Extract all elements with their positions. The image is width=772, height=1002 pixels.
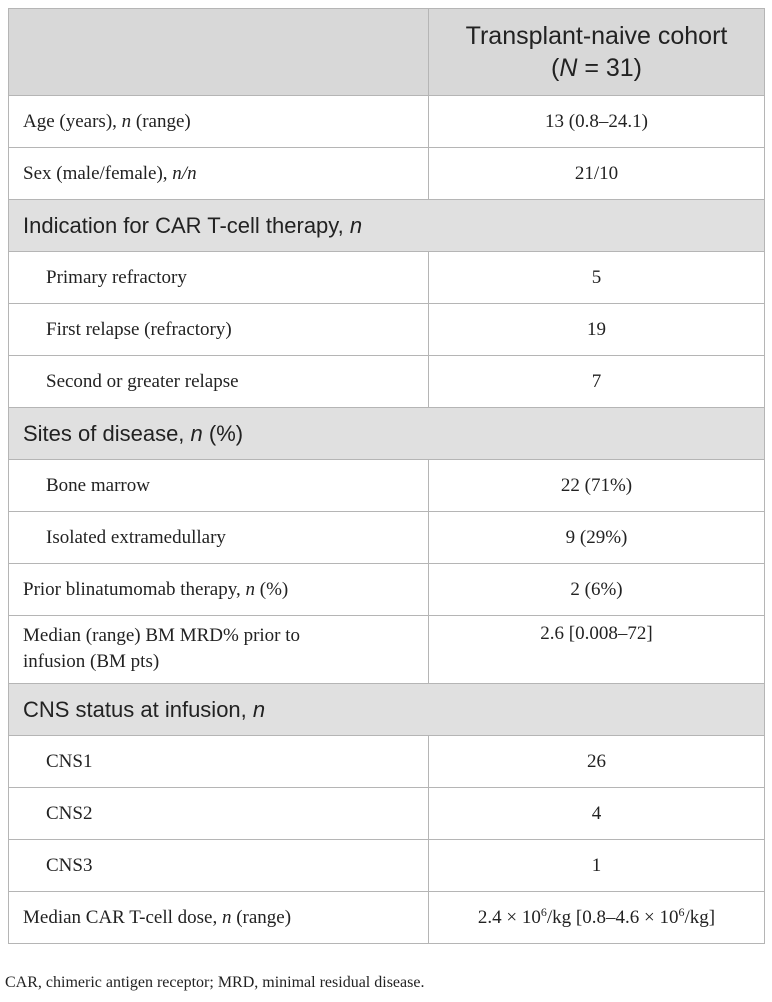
- table-container: [8, 8, 764, 944]
- section-header-sites: [9, 408, 765, 460]
- row-label: Isolated extramedullary: [9, 512, 429, 564]
- table-row-dose: [9, 892, 765, 944]
- section-header-indication: [9, 200, 765, 252]
- table-row-sex: [9, 148, 765, 200]
- row-value: 5: [429, 252, 765, 304]
- row-value: $2.4 \times 10^6/kg$ $[0.8-4.6 \times 10^6/kg]$: [429, 892, 765, 944]
- table-row-cns2: [9, 788, 765, 840]
- row-value: 7: [429, 356, 765, 408]
- table-row-mrd: [9, 616, 765, 684]
- row-label: CNS3: [9, 840, 429, 892]
- table-row-second-relapse: [9, 356, 765, 408]
- row-label: Sex (male/female), n/n: [9, 148, 429, 200]
- row-label: CNS2: [9, 788, 429, 840]
- row-label: Primary refractory: [9, 252, 429, 304]
- header-cohort-cell: [429, 9, 765, 96]
- table-row-extramedullary: [9, 512, 765, 564]
- table-row-cns3: [9, 840, 765, 892]
- row-label: First relapse (refractory): [9, 304, 429, 356]
- table-row-age: [9, 96, 765, 148]
- table-row-blinatumomab: [9, 564, 765, 616]
- table-row-cns1: [9, 736, 765, 788]
- table-footnote: CAR, chimeric antigen receptor; MRD, minimal residual disease.: [5, 974, 425, 991]
- row-label: Median (range) BM MRD% prior to infusion (BM pts): [9, 616, 429, 684]
- table-row-first-relapse: [9, 304, 765, 356]
- row-value: 2.6 [0.008–72]: [429, 616, 765, 684]
- row-value: 13 (0.8–24.1): [429, 96, 765, 148]
- header-cohort-title: Transplant-naive cohort: [465, 22, 728, 50]
- row-value: 4: [429, 788, 765, 840]
- section-label: Indication for CAR T-cell therapy, n: [9, 200, 765, 252]
- row-value: 19: [429, 304, 765, 356]
- header-empty-cell: [9, 9, 429, 96]
- section-label: Sites of disease, n (%): [9, 408, 765, 460]
- row-label: Second or greater relapse: [9, 356, 429, 408]
- table-row-bone-marrow: [9, 460, 765, 512]
- section-label: CNS status at infusion, n: [9, 684, 765, 736]
- section-header-cns: [9, 684, 765, 736]
- row-label: Age (years), n (range): [9, 96, 429, 148]
- row-label: Prior blinatumomab therapy, n (%): [9, 564, 429, 616]
- row-label: Median CAR T-cell dose, n (range): [9, 892, 429, 944]
- row-value: 22 (71%): [429, 460, 765, 512]
- row-value: 26: [429, 736, 765, 788]
- row-label: Bone marrow: [9, 460, 429, 512]
- row-value: 2 (6%): [429, 564, 765, 616]
- header-cohort-n: (N = 31): [550, 54, 642, 82]
- row-value: 21/10: [429, 148, 765, 200]
- cohort-table: [8, 8, 765, 944]
- table-header-row: [9, 9, 765, 96]
- row-value: 1: [429, 840, 765, 892]
- row-value: 9 (29%): [429, 512, 765, 564]
- table-row-primary-refractory: [9, 252, 765, 304]
- row-label: CNS1: [9, 736, 429, 788]
